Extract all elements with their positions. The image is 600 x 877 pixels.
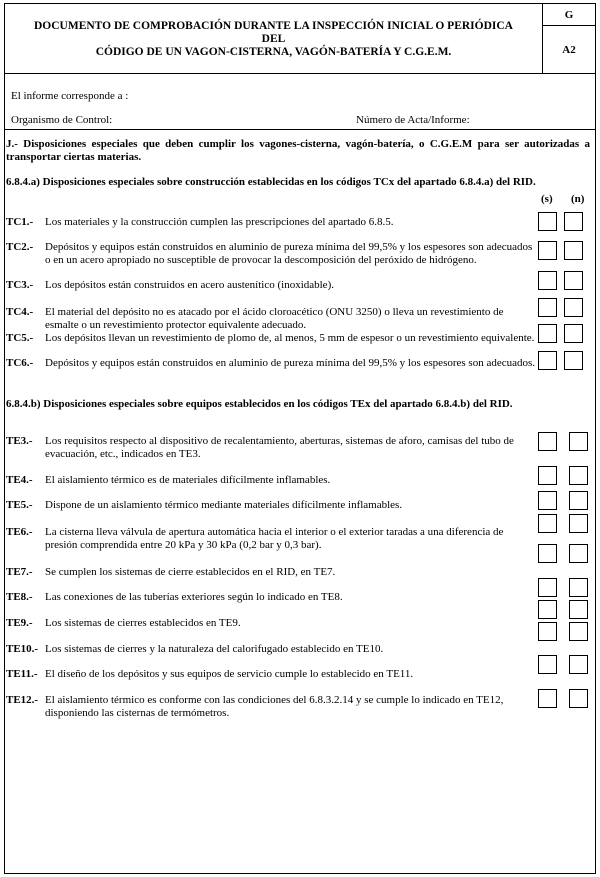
form-code-number: A2: [562, 44, 576, 56]
te-item-code: TE10.-: [6, 643, 39, 655]
te-item-text: Dispone de un aislamiento térmico mediante materiales difícilmente inflamables.: [45, 499, 403, 511]
te9-yes-checkbox[interactable]: [538, 622, 557, 641]
act-number-label: Número de Acta/Informe:: [356, 114, 470, 126]
te5-yes-checkbox[interactable]: [538, 491, 557, 510]
te8-yes-checkbox[interactable]: [538, 600, 557, 619]
te-item-text: Las conexiones de las tuberías exteriores según lo indicado en TE8.: [45, 591, 343, 603]
tc2-yes-checkbox[interactable]: [538, 241, 557, 260]
tc6-yes-checkbox[interactable]: [538, 351, 557, 370]
te-item-code: TE4.-: [6, 474, 33, 486]
tc3-yes-checkbox[interactable]: [538, 271, 557, 290]
tc-item-code: TC3.-: [6, 279, 34, 291]
column-no-label: (n): [571, 193, 585, 205]
te8-no-checkbox[interactable]: [569, 600, 588, 619]
te7-no-checkbox[interactable]: [569, 578, 588, 597]
report-for-label: El informe corresponde a :: [11, 90, 129, 102]
form-header: [5, 4, 595, 74]
te4-yes-checkbox[interactable]: [538, 466, 557, 485]
tc-item-text: El material del depósito no es atacado por el ácido cloroacético (ONU 3250) o lleva un revestimiento de esmalte o un revestimiento protector equivalente adecuado.: [45, 306, 504, 331]
tc2-no-checkbox[interactable]: [564, 241, 583, 260]
tc1-yes-checkbox[interactable]: [538, 212, 557, 231]
tc-item-code: TC1.-: [6, 216, 34, 228]
te-item-code: TE6.-: [6, 526, 33, 538]
te6-extra-no-checkbox[interactable]: [569, 544, 588, 563]
section-tc-heading: 6.8.4.a) Disposiciones especiales sobre construcción establecidas en los códigos TCx del apartado 6.8.4.a) del RID.: [6, 176, 536, 188]
te-item-text: El diseño de los depósitos y sus equipos de servicio cumple lo establecido en TE11.: [45, 668, 414, 680]
tc4-yes-checkbox[interactable]: [538, 298, 557, 317]
te9-no-checkbox[interactable]: [569, 622, 588, 641]
report-info: [5, 74, 595, 130]
te12-yes-checkbox[interactable]: [538, 689, 557, 708]
document-title: [5, 4, 543, 74]
te7-yes-checkbox[interactable]: [538, 578, 557, 597]
te-item-code: TE3.-: [6, 435, 33, 447]
tc5-no-checkbox[interactable]: [564, 324, 583, 343]
te-item-code: TE11.-: [6, 668, 38, 680]
tc-item-code: TC5.-: [6, 332, 34, 344]
te-item-code: TE7.-: [6, 566, 33, 578]
te11-yes-checkbox[interactable]: [538, 655, 557, 674]
te-item-code: TE12.-: [6, 694, 39, 706]
te4-no-checkbox[interactable]: [569, 466, 588, 485]
document-title-line1: DOCUMENTO DE COMPROBACIÓN DURANTE LA INSPECCIÓN INICIAL O PERIÓDICA DEL: [33, 19, 513, 45]
form-code: [543, 4, 595, 74]
te12-no-checkbox[interactable]: [569, 689, 588, 708]
tc1-no-checkbox[interactable]: [564, 212, 583, 231]
te-item-text: Los sistemas de cierres y la naturaleza del calorifugado establecido en TE10.: [45, 643, 384, 655]
tc-item-text: Los materiales y la construcción cumplen las prescripciones del apartado 6.8.5.: [45, 216, 394, 228]
column-yes-label: (s): [541, 193, 553, 205]
te6-yes-checkbox[interactable]: [538, 514, 557, 533]
te3-yes-checkbox[interactable]: [538, 432, 557, 451]
te11-no-checkbox[interactable]: [569, 655, 588, 674]
control-body-label: Organismo de Control:: [11, 114, 113, 126]
tc-item-text: Los depósitos llevan un revestimiento de plomo de, al menos, 5 mm de espesor o un revestimiento equivalente.: [45, 332, 535, 344]
tc3-no-checkbox[interactable]: [564, 271, 583, 290]
te-item-text: El aislamiento térmico es de materiales difícilmente inflamables.: [45, 474, 331, 486]
tc-item-text: Los depósitos están construidos en acero austenítico (inoxidable).: [45, 279, 334, 291]
te-item-text: Los requisitos respecto al dispositivo de recalentamiento, aberturas, sistemas de aforo, camisas del tubo de evacuación, etc., indicados en TE3.: [45, 435, 514, 460]
te-item-text: Se cumplen los sistemas de cierre establecidos en el RID, en TE7.: [45, 566, 336, 578]
tc-item-code: TC2.-: [6, 241, 34, 253]
te-item-code: TE9.-: [6, 617, 33, 629]
tc-item-text: Depósitos y equipos están construidos en aluminio de pureza mínima del 99,5% y los espesores son adecuados.: [45, 357, 536, 369]
document-title-line2: CÓDIGO DE UN VAGON-CISTERNA, VAGÓN-BATERÍA Y C.G.E.M.: [95, 45, 452, 58]
tc6-no-checkbox[interactable]: [564, 351, 583, 370]
te6-extra-yes-checkbox[interactable]: [538, 544, 557, 563]
te-item-text: La cisterna lleva válvula de apertura automática hacia el interior o el exterior taradas a una diferencia de presión comprendida entre 20 kPa y 30 kPa (0,2 bar y 0,3 bar).: [45, 526, 504, 551]
section-j-heading: J.- Disposiciones especiales que deben cumplir los vagones-cisterna, vagón-batería, o C.G.E.M para ser autorizadas a transportar ciertas materias.: [6, 138, 590, 163]
tc4-no-checkbox[interactable]: [564, 298, 583, 317]
tc-item-code: TC6.-: [6, 357, 34, 369]
te-item-code: TE5.-: [6, 499, 33, 511]
te5-no-checkbox[interactable]: [569, 491, 588, 510]
tc-item-code: TC4.-: [6, 306, 34, 318]
te3-no-checkbox[interactable]: [569, 432, 588, 451]
tc-item-text: Depósitos y equipos están construidos en aluminio de pureza mínima del 99,5% y los espesores son adecuados o en un acero apropiado no susceptible de provocar la descomposición del peróxido de hidrógeno.: [45, 241, 533, 266]
section-te-heading: 6.8.4.b) Disposiciones especiales sobre equipos establecidos en los códigos TEx del apartado 6.8.4.b) del RID.: [6, 398, 513, 410]
te-item-code: TE8.-: [6, 591, 33, 603]
te-item-text: Los sistemas de cierres establecidos en TE9.: [45, 617, 241, 629]
te6-no-checkbox[interactable]: [569, 514, 588, 533]
form-code-letter: G: [543, 4, 595, 26]
te-item-text: El aislamiento térmico es conforme con las condiciones del 6.8.3.2.14 y se cumple lo indicado en TE12, disponiendo las cisternas de termómetros.: [45, 694, 504, 719]
tc5-yes-checkbox[interactable]: [538, 324, 557, 343]
